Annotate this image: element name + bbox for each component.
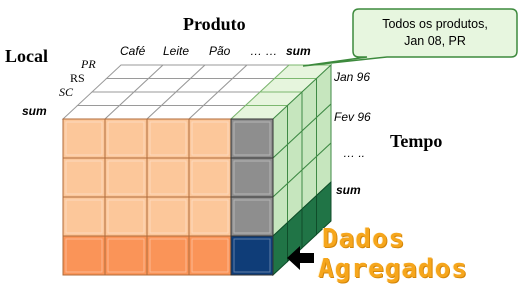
- product-label-ellipsis: … …: [250, 44, 278, 58]
- product-label-cafe: Café: [120, 44, 146, 58]
- front-cube-cell: [105, 158, 147, 197]
- front-cube-cell: [105, 236, 147, 275]
- front-cube-cell: [231, 119, 273, 158]
- aggregate-label-line-1: Dados: [322, 224, 406, 254]
- front-cube-cell: [231, 158, 273, 197]
- front-cube-cell: [105, 119, 147, 158]
- front-cube-cell: [189, 197, 231, 236]
- callout-text: [357, 16, 513, 50]
- location-label-pr: PR: [81, 57, 96, 71]
- location-label-sc: SC: [59, 85, 74, 99]
- front-cube-cell: [189, 158, 231, 197]
- front-cube-cell: [231, 236, 273, 275]
- front-cube-cell: [63, 236, 105, 275]
- location-axis-title: Local: [5, 46, 48, 66]
- front-cube-cell: [147, 197, 189, 236]
- front-cube-cell: [147, 158, 189, 197]
- front-cube-cell: [63, 119, 105, 158]
- product-axis-title: Produto: [183, 14, 246, 34]
- front-cube-cell: [189, 119, 231, 158]
- product-label-leite: Leite: [163, 44, 190, 58]
- front-cube-cell: [189, 236, 231, 275]
- location-label-sum: sum: [22, 104, 47, 118]
- product-label-sum: sum: [286, 44, 311, 58]
- time-axis-title: Tempo: [390, 131, 443, 151]
- time-label-fev96: Fev 96: [334, 110, 371, 124]
- time-label-ellipsis: … ..: [343, 146, 366, 160]
- time-label-sum: sum: [336, 183, 361, 197]
- aggregate-data-label: [318, 224, 468, 284]
- product-label-pao: Pão: [209, 44, 231, 58]
- time-label-jan96: Jan 96: [334, 70, 371, 84]
- front-cube-cell: [147, 236, 189, 275]
- aggregate-label-line-2: Agregados: [318, 254, 468, 284]
- location-label-rs: RS: [70, 71, 85, 85]
- front-cube-cell: [63, 158, 105, 197]
- front-cube-cell: [231, 197, 273, 236]
- callout-line-2: Jan 08, PR: [404, 34, 466, 48]
- front-cube-cell: [63, 197, 105, 236]
- front-cube-cell: [105, 197, 147, 236]
- front-cube-cell: [147, 119, 189, 158]
- callout-line-1: Todos os produtos,: [382, 17, 488, 31]
